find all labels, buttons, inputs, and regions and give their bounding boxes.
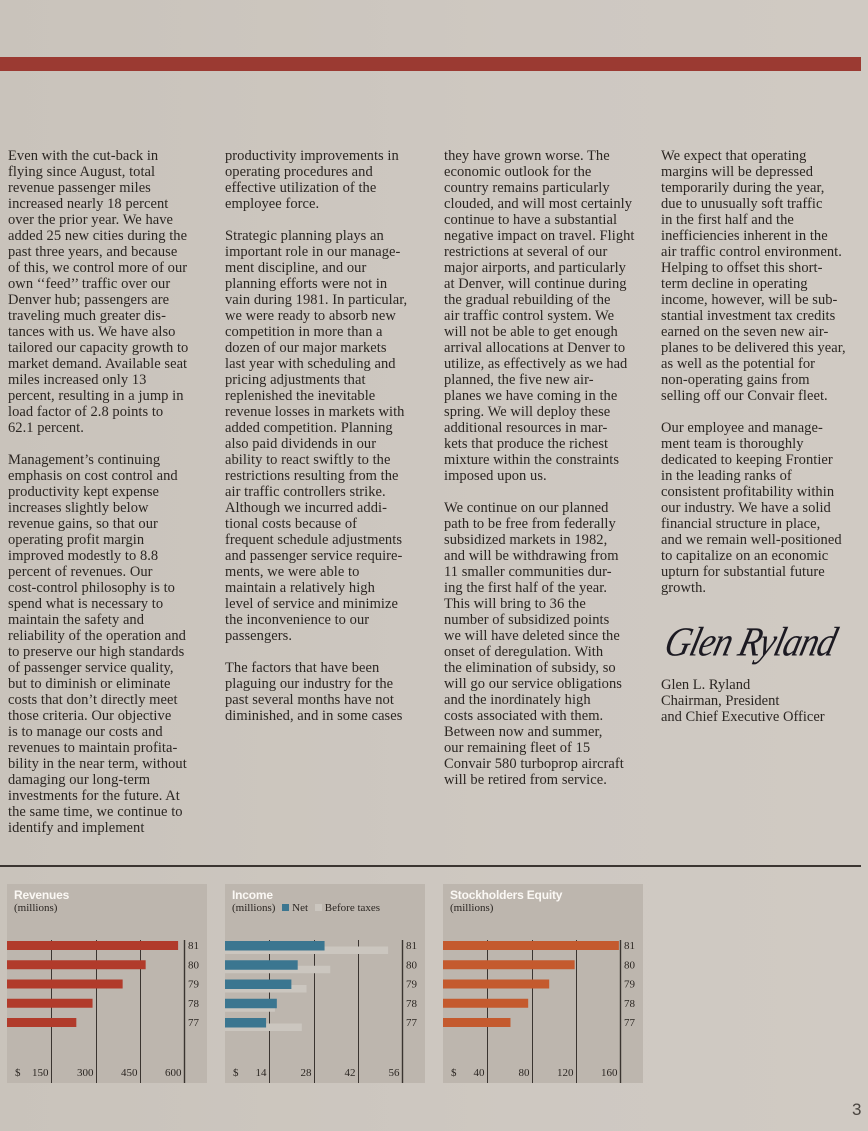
letter-column-1 <box>8 148 223 852</box>
bar-78 <box>7 999 93 1008</box>
tick-label: 28 <box>300 1067 312 1079</box>
letter-column-4 <box>661 148 868 612</box>
tick-label: 160 <box>601 1067 618 1079</box>
tick-label: 40 <box>473 1067 485 1079</box>
paragraph: Even with the cut-back in flying since August, total revenue passenger miles increased nearly 18 percent over the prior year. We have added 25 new cities during the past three years, and because of this, we control more of our own ‘‘feed’’ traffic over our Denver hub; passengers are traveling much greater dis- tances with us. We have also tailored our capacity growth to market demand. Available seat miles increased only 13 percent, resulting in a jump in load factor of 2.8 points to 62.1 percent. <box>8 148 189 436</box>
currency-symbol: $ <box>15 1067 21 1079</box>
bar-net-80 <box>225 960 298 970</box>
bar-net-78 <box>225 999 277 1009</box>
legend-swatch-net <box>282 904 289 911</box>
year-label: 81 <box>406 940 417 952</box>
letter-column-3 <box>444 148 659 804</box>
legend-swatch-before-taxes <box>315 904 322 911</box>
bar-net-81 <box>225 941 325 951</box>
legend-label-before-taxes: Before taxes <box>324 902 381 914</box>
tick-label: 300 <box>77 1067 94 1079</box>
section-divider <box>0 865 861 867</box>
year-label: 80 <box>406 959 417 972</box>
tick-label: 80 <box>518 1067 530 1079</box>
year-label: 77 <box>406 1017 417 1029</box>
revenues-chart <box>7 884 207 1083</box>
unit-label: (millions) <box>232 902 276 914</box>
signer-title: and Chief Executive Officer <box>661 709 825 725</box>
bar-net-79 <box>225 980 291 990</box>
bar-80 <box>7 960 146 969</box>
tick-label: 450 <box>121 1067 138 1079</box>
legend-label-net: Net <box>292 902 309 914</box>
chart-title: Revenues <box>14 888 70 902</box>
bar-net-77 <box>225 1018 266 1028</box>
bar-79 <box>443 980 549 989</box>
tick-label: 120 <box>557 1067 574 1079</box>
year-label: 78 <box>624 997 635 1010</box>
chart-title: Income <box>232 888 273 902</box>
paragraph: Strategic planning plays an important role in our manage- ment discipline, and our planning efforts were not in vain during 1981. In particular, we were ready to absorb new competition in more than a dozen of our major markets last year with scheduling and pricing adjustments that replenished the inevitable revenue losses in markets with added competition. Planning also paid dividends in our ability to react swiftly to the restrictions resulting from the air traffic controllers strike. Although we incurred addi- tional costs because of frequent schedule adjustments and passenger service require- ments, we were able to maintain a relatively high level of service and minimize the inconvenience to our passengers. <box>225 228 408 644</box>
year-label: 77 <box>624 1017 635 1029</box>
year-label: 79 <box>188 978 199 991</box>
year-label: 79 <box>406 978 417 991</box>
chart-subtitle <box>14 902 57 914</box>
bar-81 <box>443 941 619 950</box>
paragraph: Our employee and manage- ment team is thoroughly dedicated to keeping Frontier in the leading ranks of consistent profitability within our industry. We have a solid financial structure in place, and we remain well-positioned to capitalize on an economic upturn for substantial future growth. <box>661 420 842 596</box>
tick-label: 150 <box>32 1067 49 1079</box>
accent-band <box>0 57 861 71</box>
tick-label: 600 <box>165 1067 182 1079</box>
bar-80 <box>443 960 575 969</box>
tick-label: 42 <box>344 1067 356 1079</box>
page-number: 3 <box>852 1100 862 1119</box>
bar-81 <box>7 941 178 950</box>
chart-subtitle <box>232 902 380 914</box>
year-label: 79 <box>624 978 635 991</box>
stockholders-equity-chart <box>443 884 643 1083</box>
year-label: 81 <box>624 940 635 952</box>
currency-symbol: $ <box>451 1067 457 1079</box>
bar-79 <box>7 980 123 989</box>
income-chart <box>225 884 425 1083</box>
year-label: 81 <box>188 940 199 952</box>
year-label: 78 <box>406 997 417 1010</box>
paragraph: productivity improvements in operating procedures and effective utilization of the employee force. <box>225 148 399 212</box>
letter-column-2 <box>225 148 440 740</box>
tick-label: 14 <box>255 1067 267 1079</box>
paragraph: Management’s continuing emphasis on cost control and productivity kept expense increases slightly below revenue gains, so that our operating profit margin improved modestly to 8.8 percent of revenues. Our cost-control philosophy is to spend what is necessary to maintain the safety and reliability of the operation and to preserve our high standards of passenger service quality, but to diminish or eliminate costs that don’t directly meet those criteria. Our objective is to manage our costs and revenues to maintain profita- bility in the near term, without damaging our long-term investments for the future. At the same time, we continue to identify and implement <box>8 452 187 836</box>
bar-77 <box>7 1018 76 1027</box>
signer-title: Chairman, President <box>661 693 780 709</box>
unit-label: (millions) <box>14 902 58 914</box>
handwritten-signature: Glen Ryland <box>660 618 842 665</box>
year-label: 80 <box>188 959 199 972</box>
bar-77 <box>443 1018 510 1027</box>
paragraph: We expect that operating margins will be depressed temporarily during the year, due to unusually soft traffic in the first half and the inefficiencies inherent in the air traffic control environment. Helping to offset this short- term decline in operating income, however, will be sub- stantial investment tax credits earned on the seven new air- planes to be delivered this year, as well as the potential for non-operating gains from selling off our Convair fleet. <box>661 148 846 404</box>
signer-block <box>661 677 825 725</box>
paragraph: We continue on our planned path to be free from federally subsidized markets in 1982, and will be withdrawing from 11 smaller communities dur- ing the first half of the year. This will bring to 36 the number of subsidized points we will have deleted since the onset of deregulation. With the elimination of subsidy, so will go our service obligations and the inordinately high costs associated with them. Between now and summer, our remaining fleet of 15 Convair 580 turboprop aircraft will be retired from service. <box>444 500 624 788</box>
year-label: 80 <box>624 959 635 972</box>
chart-subtitle <box>450 902 493 914</box>
paragraph: The factors that have been plaguing our industry for the past several months have not diminished, and in some cases <box>225 660 403 724</box>
year-label: 78 <box>188 997 199 1010</box>
bar-78 <box>443 999 528 1008</box>
paragraph: they have grown worse. The economic outlook for the country remains particularly clouded, and will most certainly continue to have a substantial negative impact on travel. Flight restrictions at several of our major airports, and particularly at Denver, will continue during the gradual rebuilding of the air traffic control system. We will not be able to get enough arrival allocations at Denver to utilize, as effectively as we had planned, the five new air- planes we have coming in the spring. We will deploy these additional resources in mar- kets that produce the richest mixture within the constraints imposed upon us. <box>444 148 635 484</box>
tick-label: 56 <box>388 1067 400 1079</box>
unit-label: (millions) <box>450 902 494 914</box>
signer-name: Glen L. Ryland <box>661 677 751 693</box>
year-label: 77 <box>188 1017 199 1029</box>
chart-title: Stockholders Equity <box>450 888 563 902</box>
currency-symbol: $ <box>233 1067 239 1079</box>
